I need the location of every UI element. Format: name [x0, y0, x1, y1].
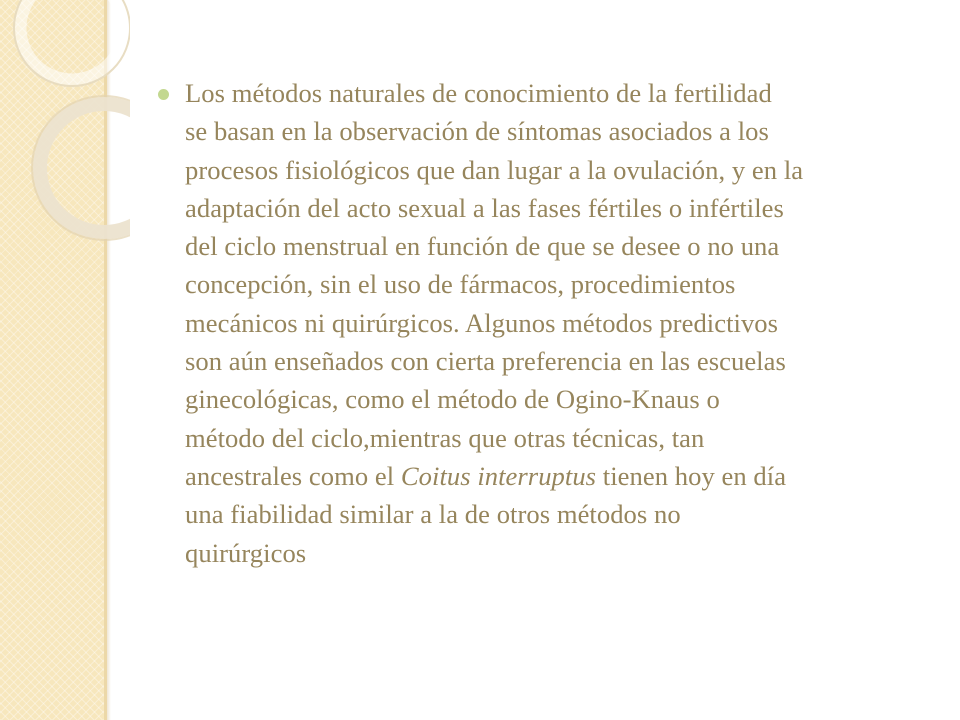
text-line: son aún enseñados con cierta preferencia en las escuelas: [185, 346, 786, 377]
bullet-paragraph: [158, 74, 898, 572]
decorative-rings: [0, 0, 130, 260]
text-line: mecánicos ni quirúrgicos. Algunos métodos predictivos: [185, 307, 779, 338]
italic-term: Coitus interruptus: [400, 460, 597, 491]
decorative-ring-middle: [40, 104, 130, 232]
text-line: quirúrgicos: [185, 537, 307, 568]
text-line-with-italic: [185, 457, 898, 495]
text-line: una fiabilidad similar a la de otros métodos no: [185, 499, 681, 530]
text-line: se basan en la observación de síntomas asociados a los: [185, 116, 769, 147]
text-line: método del ciclo,mientras que otras técnicas, tan: [185, 422, 705, 453]
bullet-dot-icon: [158, 89, 169, 100]
decorative-ring-top: [20, 0, 124, 80]
text-line: adaptación del acto sexual a las fases fértiles o infértiles: [185, 192, 784, 223]
text-line: ginecológicas, como el método de Ogino-Knaus o: [185, 384, 720, 415]
slide-content: [158, 74, 898, 572]
text-line: Los métodos naturales de conocimiento de la fertilidad: [185, 78, 772, 108]
text-segment: tienen hoy en día: [596, 460, 787, 491]
text-line: procesos fisiológicos que dan lugar a la ovulación, y en la: [185, 154, 804, 185]
decorative-ring-top-outline: [14, 0, 130, 86]
text-segment: ancestrales como el: [185, 460, 401, 491]
text-line: del ciclo menstrual en función de que se desee o no una: [185, 231, 780, 262]
text-line: concepción, sin el uso de fármacos, procedimientos: [185, 269, 736, 300]
